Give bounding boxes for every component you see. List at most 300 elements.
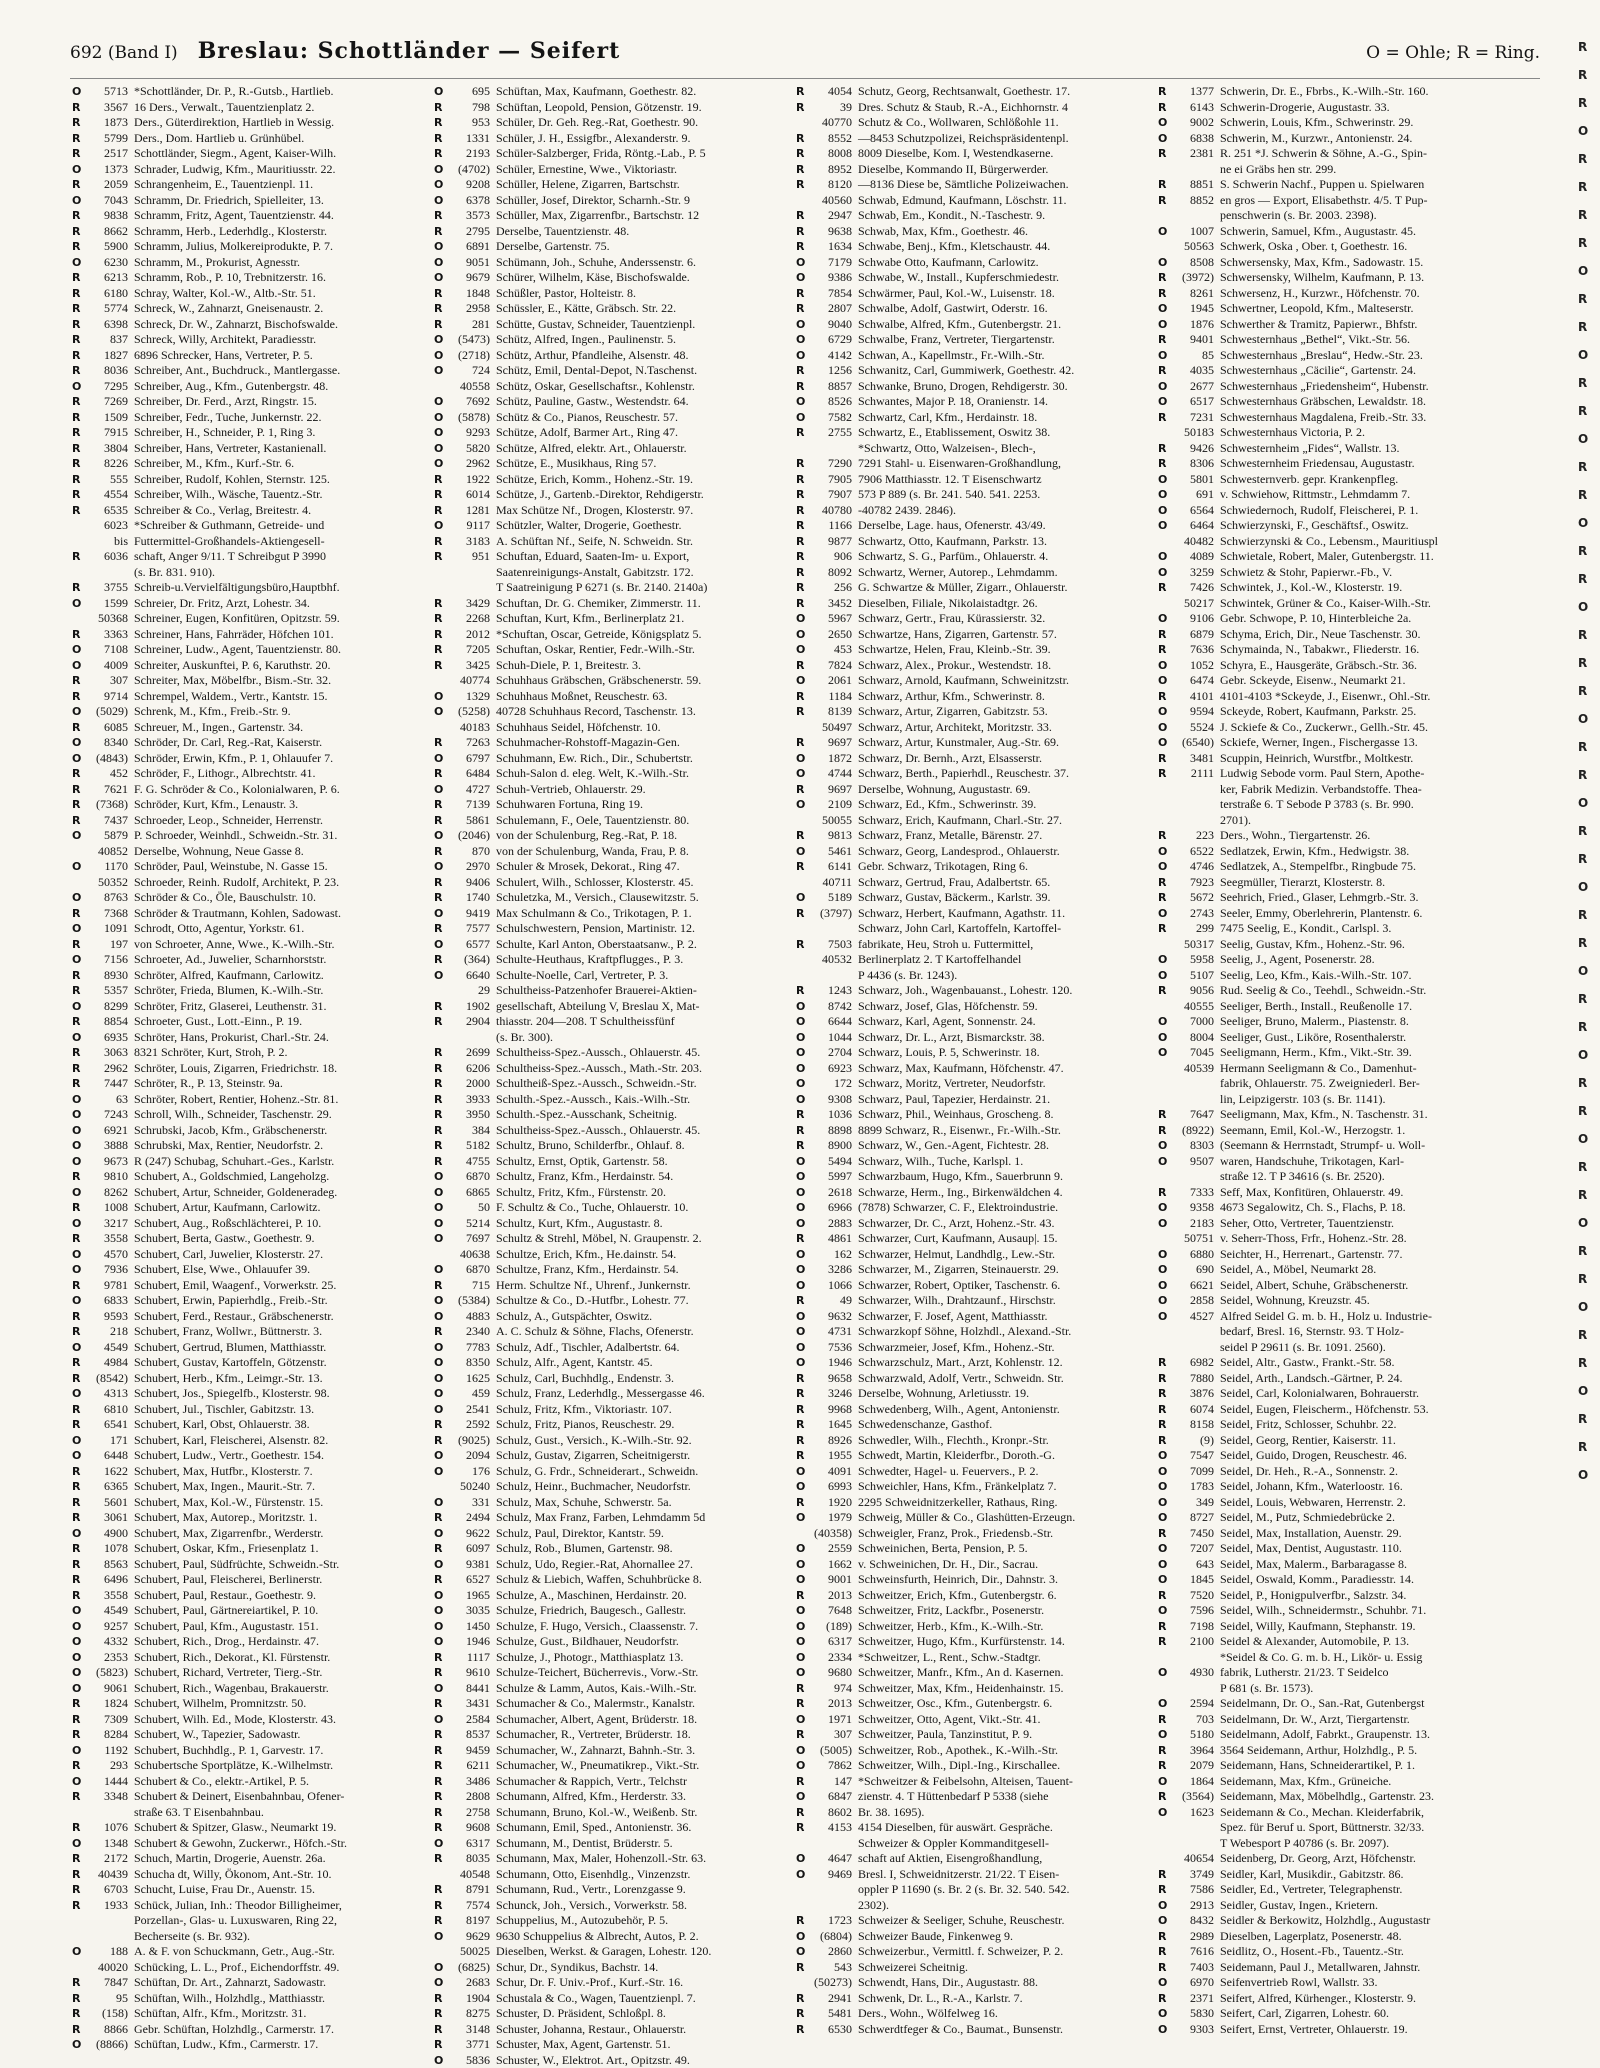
edge-marker: R	[1578, 628, 1600, 642]
phone-number: 5180	[1170, 1727, 1214, 1743]
listing-entry	[796, 1448, 1148, 1464]
exchange-marker: O	[434, 828, 446, 844]
listing-entry	[72, 751, 424, 767]
listing-text: Schur, Dr., Syndikus, Bachstr. 14.	[496, 1960, 658, 1976]
phone-number: 331	[446, 1495, 490, 1511]
listing-entry	[434, 410, 786, 426]
listing-entry	[72, 1727, 424, 1743]
phone-number: 8303	[1170, 1138, 1214, 1154]
listing-text: Dres. Schutz & Staub, R.-A., Eichhornstr. 4	[858, 100, 1068, 116]
listing-text: P 4436 (s. Br. 1243).	[858, 968, 957, 984]
listing-text: Seeliger, Berth., Install., Reußenolle 17.	[1220, 999, 1412, 1015]
phone-number: 9469	[808, 1867, 852, 1883]
listing-text: Schreiner, Hans, Fahrräder, Höfchen 101.	[134, 627, 334, 643]
exchange-marker: O	[434, 1448, 446, 1464]
listing-text: Seidel, Willy, Kaufmann, Stephanstr. 19.	[1220, 1619, 1416, 1635]
exchange-marker: O	[434, 518, 446, 534]
listing-text: Schwab, Max, Kfm., Goethestr. 46.	[858, 224, 1028, 240]
listing-entry	[1158, 875, 1510, 891]
listing-text: Schwarz, Karl, Agent, Sonnenstr. 24.	[858, 1014, 1036, 1030]
phone-number: 9358	[1170, 1200, 1214, 1216]
exchange-marker: R	[796, 906, 808, 922]
listing-entry	[796, 1727, 1148, 1743]
listing-entry	[72, 1805, 424, 1821]
exchange-marker: R	[1158, 1433, 1170, 1449]
exchange-marker: O	[434, 332, 446, 348]
phone-number: 7586	[1170, 1882, 1214, 1898]
listing-text: Schreiber, M., Kfm., Kurf.-Str. 6.	[134, 456, 294, 472]
exchange-marker: O	[72, 1665, 84, 1681]
exchange-marker: R	[434, 549, 446, 565]
phone-number: 1509	[84, 410, 128, 426]
listing-entry	[72, 1991, 424, 2007]
listing-text: Schrodt, Otto, Agentur, Yorkstr. 61.	[134, 921, 304, 937]
edge-marker: O	[1578, 1300, 1600, 1314]
exchange-marker: O	[796, 1650, 808, 1666]
listing-entry	[1158, 1758, 1510, 1774]
listing-entry	[1158, 1572, 1510, 1588]
listing-text: Schutz, Georg, Rechtsanwalt, Goethestr. 17.	[858, 84, 1070, 100]
phone-number: 5879	[84, 828, 128, 844]
listing-text: schaft auf Aktien, Eisengroßhandlung,	[858, 1851, 1042, 1867]
listing-text: Schweitzer, Herb., Kfm., K.-Wilh.-Str.	[858, 1619, 1043, 1635]
listing-text: Schümann, Joh., Schuhe, Anderssenstr. 6.	[496, 255, 696, 271]
edge-marker: R	[1578, 1356, 1600, 1370]
exchange-marker: R	[72, 968, 84, 984]
listing-entry	[1158, 565, 1510, 581]
listing-text: Schumacher, W., Pneumatikrep., Vikt.-Str.	[496, 1758, 699, 1774]
listing-text: Schwendt, Hans, Dir., Augustastr. 88.	[858, 1975, 1038, 1991]
exchange-marker: R	[796, 580, 808, 596]
listing-entry	[72, 84, 424, 100]
listing-entry	[796, 1743, 1148, 1759]
listing-entry	[1158, 658, 1510, 674]
exchange-marker: O	[1158, 1014, 1170, 1030]
exchange-marker: O	[434, 394, 446, 410]
listing-text: Schwerdtfeger & Co., Baumat., Bunsenstr.	[858, 2022, 1063, 2038]
listing-text: Schuster, W., Elektrot. Art., Opitzstr. 49.	[496, 2053, 690, 2068]
phone-number: 1166	[808, 518, 852, 534]
exchange-marker: O	[1158, 906, 1170, 922]
listing-text: Schweinichen, Berta, Pension, P. 5.	[858, 1541, 1028, 1557]
exchange-marker: R	[434, 890, 446, 906]
phone-number: 3481	[1170, 751, 1214, 767]
listing-text: Schubert, Paul, Südfrüchte, Schweidn.-Str.	[134, 1557, 339, 1573]
listing-text: Rud. Seelig & Co., Teehdl., Schweidn.-Str.	[1220, 983, 1426, 999]
listing-text: Schwarzer, Robert, Optiker, Taschenstr. 6.	[858, 1278, 1060, 1294]
listing-text: Schwesternhaus „Cäcilie“, Gartenstr. 24.	[1220, 363, 1416, 379]
phone-number: 1170	[84, 859, 128, 875]
exchange-marker: R	[434, 2006, 446, 2022]
listing-entry	[1158, 797, 1510, 813]
listing-entry	[434, 1867, 786, 1883]
exchange-marker: O	[796, 797, 808, 813]
listing-text: Schroeder, Reinh. Rudolf, Architekt, P. 23.	[134, 875, 339, 891]
phone-number: (158)	[84, 2006, 128, 2022]
listing-entry	[796, 1309, 1148, 1325]
listing-text: Porzellan-, Glas- u. Luxuswaren, Ring 22,	[134, 1913, 337, 1929]
phone-number: 7450	[1170, 1526, 1214, 1542]
listing-text: Schwersensky, Max, Kfm., Sadowastr. 15.	[1220, 255, 1423, 271]
phone-number: 8284	[84, 1727, 128, 1743]
listing-entry	[72, 642, 424, 658]
listing-entry	[434, 1216, 786, 1232]
phone-number: 7616	[1170, 1944, 1214, 1960]
exchange-marker: O	[1158, 317, 1170, 333]
exchange-marker: O	[1158, 611, 1170, 627]
listing-entry	[434, 332, 786, 348]
exchange-marker: R	[72, 1572, 84, 1588]
exchange-marker: R	[72, 797, 84, 813]
listing-text: Schubert, Paul, Kfm., Augustastr. 151.	[134, 1619, 319, 1635]
listing-entry	[72, 177, 424, 193]
phone-number: (4702)	[446, 162, 490, 178]
listing-entry	[796, 1913, 1148, 1929]
listing-entry	[434, 162, 786, 178]
phone-number: 63	[84, 1092, 128, 1108]
listing-text: Schütze, Adolf, Barmer Art., Ring 47.	[496, 425, 678, 441]
phone-number: 2111	[1170, 766, 1214, 782]
phone-number: 2858	[1170, 1293, 1214, 1309]
edge-marker: O	[1578, 124, 1600, 138]
listing-entry	[1158, 689, 1510, 705]
exchange-marker: R	[1158, 1960, 1170, 1976]
phone-number: 1329	[446, 689, 490, 705]
listing-entry	[796, 1758, 1148, 1774]
listing-text: Schuftan, Kurt, Kfm., Berlinerplatz 21.	[496, 611, 684, 627]
phone-number: 7139	[446, 797, 490, 813]
listing-entry	[1158, 1402, 1510, 1418]
listing-text: Schulze, Friedrich, Baugesch., Gallestr.	[496, 1603, 686, 1619]
listing-text: Schultz, Bruno, Schilderfbr., Ohlauf. 8.	[496, 1138, 685, 1154]
exchange-marker: R	[1158, 1588, 1170, 1604]
listing-text: Schustala & Co., Wagen, Tauentzienpl. 7.	[496, 1991, 696, 2007]
listing-text: Schuster, Johanna, Restaur., Ohlauerstr.	[496, 2022, 686, 2038]
exchange-marker: O	[1158, 673, 1170, 689]
edge-marker: O	[1578, 880, 1600, 894]
listing-text: Schubert, Buchhdlg., P. 1, Garvestr. 17.	[134, 1743, 323, 1759]
listing-text: 7291 Stahl- u. Eisenwaren-Großhandlung,	[858, 456, 1061, 472]
exchange-marker: R	[434, 503, 446, 519]
phone-number: 555	[84, 472, 128, 488]
listing-entry	[1158, 1898, 1510, 1914]
phone-number: 8526	[808, 394, 852, 410]
exchange-marker: O	[796, 673, 808, 689]
listing-text: Schwarz, Artur, Zigarren, Gabitzstr. 53.	[858, 704, 1048, 720]
phone-number: 8306	[1170, 456, 1214, 472]
exchange-marker: R	[796, 1138, 808, 1154]
listing-text: 4154 Dieselben, für auswärt. Gespräche.	[858, 1820, 1053, 1836]
listing-entry	[1158, 1371, 1510, 1387]
phone-number: 1971	[808, 1712, 852, 1728]
phone-number: 6378	[446, 193, 490, 209]
listing-entry	[434, 1789, 786, 1805]
exchange-marker: O	[1158, 1045, 1170, 1061]
listing-entry	[434, 596, 786, 612]
phone-number: 4984	[84, 1355, 128, 1371]
exchange-marker: R	[1158, 410, 1170, 426]
listing-entry	[796, 937, 1148, 953]
phone-number: 452	[84, 766, 128, 782]
listing-text: Schüller, Max, Zigarrenfbr., Bartschstr. 12	[496, 208, 699, 224]
exchange-marker: O	[72, 1030, 84, 1046]
listing-text: Schütz & Co., Pianos, Reuschestr. 57.	[496, 410, 678, 426]
exchange-marker: R	[796, 456, 808, 472]
listing-text: Schütz, Oskar, Gesellschaftsr., Kohlenstr.	[496, 379, 695, 395]
exchange-marker: R	[72, 549, 84, 565]
phone-number: 9810	[84, 1169, 128, 1185]
listing-entry	[72, 1960, 424, 1976]
listing-text: Schwarz, Max, Kaufmann, Höfchenstr. 47.	[858, 1061, 1064, 1077]
exchange-marker: R	[72, 1371, 84, 1387]
exchange-marker: R	[72, 1309, 84, 1325]
exchange-marker: O	[796, 1851, 808, 1867]
listing-text: Schwarz, Wilh., Tuche, Karlspl. 1.	[858, 1154, 1023, 1170]
listing-entry	[72, 689, 424, 705]
listing-text: Schüftan, Max, Kaufmann, Goethestr. 82.	[496, 84, 696, 100]
listing-entry	[796, 1820, 1148, 1836]
listing-entry	[72, 704, 424, 720]
exchange-marker: R	[796, 534, 808, 550]
listing-text: Seidel, P., Honigpulverfbr., Salzstr. 34.	[1220, 1588, 1406, 1604]
exchange-marker: R	[1158, 456, 1170, 472]
phone-number: 8158	[1170, 1417, 1214, 1433]
listing-entry	[796, 906, 1148, 922]
phone-number: 218	[84, 1324, 128, 1340]
listing-entry	[1158, 766, 1510, 782]
phone-number: 3148	[446, 2022, 490, 2038]
exchange-marker: R	[796, 472, 808, 488]
listing-text: Max Schütze Nf., Drogen, Klosterstr. 97.	[496, 503, 693, 519]
listing-entry	[434, 828, 786, 844]
listing-text: 16 Ders., Verwalt., Tauentzienplatz 2.	[134, 100, 314, 116]
phone-number: 643	[1170, 1557, 1214, 1573]
phone-number: 85	[1170, 348, 1214, 364]
exchange-marker: R	[72, 115, 84, 131]
listing-text: (7878) Schwarzer, C. F., Elektroindustrie.	[858, 1200, 1058, 1216]
listing-text: Seidel & Alexander, Automobile, P. 13.	[1220, 1634, 1409, 1650]
phone-number: (5005)	[808, 1743, 852, 1759]
exchange-marker: R	[1158, 875, 1170, 891]
exchange-marker: R	[434, 875, 446, 891]
listing-entry	[1158, 1495, 1510, 1511]
listing-entry	[796, 131, 1148, 147]
listing-entry	[796, 1867, 1148, 1883]
listing-text: F. G. Schröder & Co., Kolonialwaren, P. 6.	[134, 782, 340, 798]
exchange-marker: O	[434, 1262, 446, 1278]
phone-number: 1599	[84, 596, 128, 612]
listing-text: Schwerin, M., Kurzwr., Antonienstr. 24.	[1220, 131, 1412, 147]
phone-number: 1873	[84, 115, 128, 131]
listing-text: Schröder, Kurt, Kfm., Lenaustr. 3.	[134, 797, 298, 813]
exchange-marker: O	[72, 1836, 84, 1852]
exchange-marker: R	[1158, 580, 1170, 596]
listing-text: Schwartz, E., Etablissement, Oswitz 38.	[858, 425, 1050, 441]
phone-number: 974	[808, 1681, 852, 1697]
exchange-marker: R	[796, 1820, 808, 1836]
listing-entry	[796, 503, 1148, 519]
listing-entry	[72, 627, 424, 643]
listing-text: Schüftan, Wilh., Holzhdlg., Matthiasstr.	[134, 1991, 325, 2007]
listing-entry	[1158, 1774, 1510, 1790]
phone-number: 6522	[1170, 844, 1214, 860]
exchange-marker: R	[72, 2006, 84, 2022]
listing-text: Schwintek, Grüner & Co., Kaiser-Wilh.-Str.	[1220, 596, 1431, 612]
exchange-marker: R	[796, 1107, 808, 1123]
listing-entry	[434, 611, 786, 627]
listing-entry	[1158, 828, 1510, 844]
exchange-marker: O	[796, 1557, 808, 1573]
phone-number: 6879	[1170, 627, 1214, 643]
page-title: Breslau: Schottländer — Seifert	[198, 38, 1366, 64]
listing-entry	[434, 1960, 786, 1976]
listing-entry	[434, 983, 786, 999]
edge-marker: R	[1578, 488, 1600, 502]
listing-entry	[72, 1650, 424, 1666]
listing-entry	[1158, 1324, 1510, 1340]
exchange-marker: O	[72, 828, 84, 844]
listing-entry	[796, 1061, 1148, 1077]
exchange-marker: O	[72, 952, 84, 968]
edge-marker: R	[1578, 1160, 1600, 1174]
exchange-marker: R	[72, 348, 84, 364]
listing-entry	[1158, 2006, 1510, 2022]
listing-text: Saatenreinigungs-Anstalt, Gabitzstr. 172.	[496, 565, 694, 581]
listing-text: Seidemann, Max, Möbelhdlg., Gartenstr. 23.	[1220, 1789, 1434, 1805]
listing-entry	[72, 859, 424, 875]
exchange-marker: R	[434, 813, 446, 829]
listing-entry	[72, 1417, 424, 1433]
edge-marker: R	[1578, 236, 1600, 250]
listing-entry	[72, 1092, 424, 1108]
listing-entry	[434, 1309, 786, 1325]
listing-entry	[72, 518, 424, 534]
listing-text: *Schreiber & Guthmann, Getreide- und	[134, 518, 324, 534]
listing-text: Seidemann, Paul J., Metallwaren, Jahnstr.	[1220, 1960, 1420, 1976]
listing-entry	[796, 1231, 1148, 1247]
listing-entry	[72, 1045, 424, 1061]
listing-entry	[72, 1247, 424, 1263]
listing-text: Schwarz, Louis, P. 5, Schwerinstr. 18.	[858, 1045, 1040, 1061]
listing-text: Schubert, Erwin, Papierhdlg., Freib.-Str.	[134, 1293, 328, 1309]
listing-text: Schröder, Erwin, Kfm., P. 1, Ohlauufer 7.	[134, 751, 333, 767]
listing-entry	[434, 270, 786, 286]
listing-entry	[796, 1433, 1148, 1449]
listing-entry	[72, 1619, 424, 1635]
edge-marker: R	[1578, 40, 1600, 54]
listing-entry	[434, 177, 786, 193]
exchange-marker: R	[72, 1789, 84, 1805]
listing-entry	[434, 193, 786, 209]
listing-entry	[72, 115, 424, 131]
phone-number: 2584	[446, 1712, 490, 1728]
listing-entry	[796, 859, 1148, 875]
exchange-marker: R	[72, 1495, 84, 1511]
exchange-marker: R	[1158, 1944, 1170, 1960]
listing-text: Schray, Walter, Kol.-W., Altb.-Str. 51.	[134, 286, 316, 302]
phone-number: 6317	[808, 1634, 852, 1650]
edge-marker: R	[1578, 572, 1600, 586]
phone-number: 2079	[1170, 1758, 1214, 1774]
listing-text: Max Schulmann & Co., Trikotagen, P. 1.	[496, 906, 692, 922]
phone-number: 50352	[84, 875, 128, 891]
listing-text: Schröter, Hans, Prokurist, Charl.-Str. 24.	[134, 1030, 329, 1046]
exchange-marker: R	[796, 596, 808, 612]
listing-text: Derselbe, Tauentzienstr. 48.	[496, 224, 629, 240]
listing-text: Schultz, Ernst, Optik, Gartenstr. 58.	[496, 1154, 668, 1170]
phone-number: 6213	[84, 270, 128, 286]
listing-text: Schumann, Emil, Sped., Antonienstr. 36.	[496, 1820, 691, 1836]
listing-text: Schubert, Jos., Spiegelfb., Klosterstr. 98.	[134, 1386, 330, 1402]
listing-entry	[1158, 162, 1510, 178]
phone-number: 1965	[446, 1588, 490, 1604]
listing-text: Seidenberg, Dr. Georg, Arzt, Höfchenstr.	[1220, 1851, 1416, 1867]
listing-text: Schwarz, Josef, Glas, Höfchenstr. 59.	[858, 999, 1038, 1015]
phone-number: 3246	[808, 1386, 852, 1402]
listing-text: schaft, Anger 9/11. T Schreibgut P 3990	[134, 549, 326, 565]
exchange-marker: O	[434, 348, 446, 364]
listing-text: Seifert, Carl, Zigarren, Lohestr. 60.	[1220, 2006, 1389, 2022]
listing-entry	[796, 193, 1148, 209]
exchange-marker: O	[72, 1216, 84, 1232]
listing-entry	[1158, 441, 1510, 457]
listing-entry	[796, 1526, 1148, 1542]
listing-entry	[796, 286, 1148, 302]
listing-text: Seidemann, Max, Kfm., Grüneiche.	[1220, 1774, 1391, 1790]
listing-text: straße 12. T P 34616 (s. Br. 2520).	[1220, 1169, 1385, 1185]
phone-number: 3259	[1170, 565, 1214, 581]
exchange-marker: O	[796, 1030, 808, 1046]
phone-number: 5836	[446, 2053, 490, 2068]
listing-text: Schwarzer, Helmut, Landhdlg., Lew.-Str.	[858, 1247, 1055, 1263]
listing-text: Schwanke, Bruno, Drogen, Rehdigerstr. 30.	[858, 379, 1068, 395]
phone-number: 6970	[1170, 1975, 1214, 1991]
edge-marker: O	[1578, 1048, 1600, 1062]
exchange-marker: R	[434, 1107, 446, 1123]
listing-entry	[796, 162, 1148, 178]
phone-number: 9208	[446, 177, 490, 193]
listing-text: Schultz & Strehl, Möbel, N. Graupenstr. 2.	[496, 1231, 702, 1247]
exchange-marker: O	[796, 1200, 808, 1216]
listing-text: Schwarz, Alex., Prokur., Westendstr. 18.	[858, 658, 1051, 674]
listing-entry	[72, 1572, 424, 1588]
listing-text: Schubert, Karl, Obst, Ohlauerstr. 38.	[134, 1417, 310, 1433]
listing-text: Derselbe, Gartenstr. 75.	[496, 239, 610, 255]
exchange-marker: R	[796, 208, 808, 224]
listing-entry	[1158, 1805, 1510, 1821]
exchange-marker: R	[434, 2022, 446, 2038]
phone-number: 1091	[84, 921, 128, 937]
phone-number: 40774	[446, 673, 490, 689]
exchange-marker: R	[1158, 1107, 1170, 1123]
listing-entry	[1158, 1820, 1510, 1836]
phone-number: 7263	[446, 735, 490, 751]
exchange-marker: R	[434, 1805, 446, 1821]
phone-number: 9106	[1170, 611, 1214, 627]
exchange-marker: R	[1158, 1789, 1170, 1805]
listing-entry	[796, 1650, 1148, 1666]
listing-text: Seichter, H., Herrenart., Gartenstr. 77.	[1220, 1247, 1402, 1263]
phone-number: 5182	[446, 1138, 490, 1154]
phone-number: 7333	[1170, 1185, 1214, 1201]
exchange-marker: R	[72, 1696, 84, 1712]
phone-number: 7099	[1170, 1464, 1214, 1480]
phone-number: 2059	[84, 177, 128, 193]
phone-number: 5357	[84, 983, 128, 999]
listing-entry	[434, 2037, 786, 2053]
listing-entry	[434, 239, 786, 255]
phone-number: 6966	[808, 1200, 852, 1216]
